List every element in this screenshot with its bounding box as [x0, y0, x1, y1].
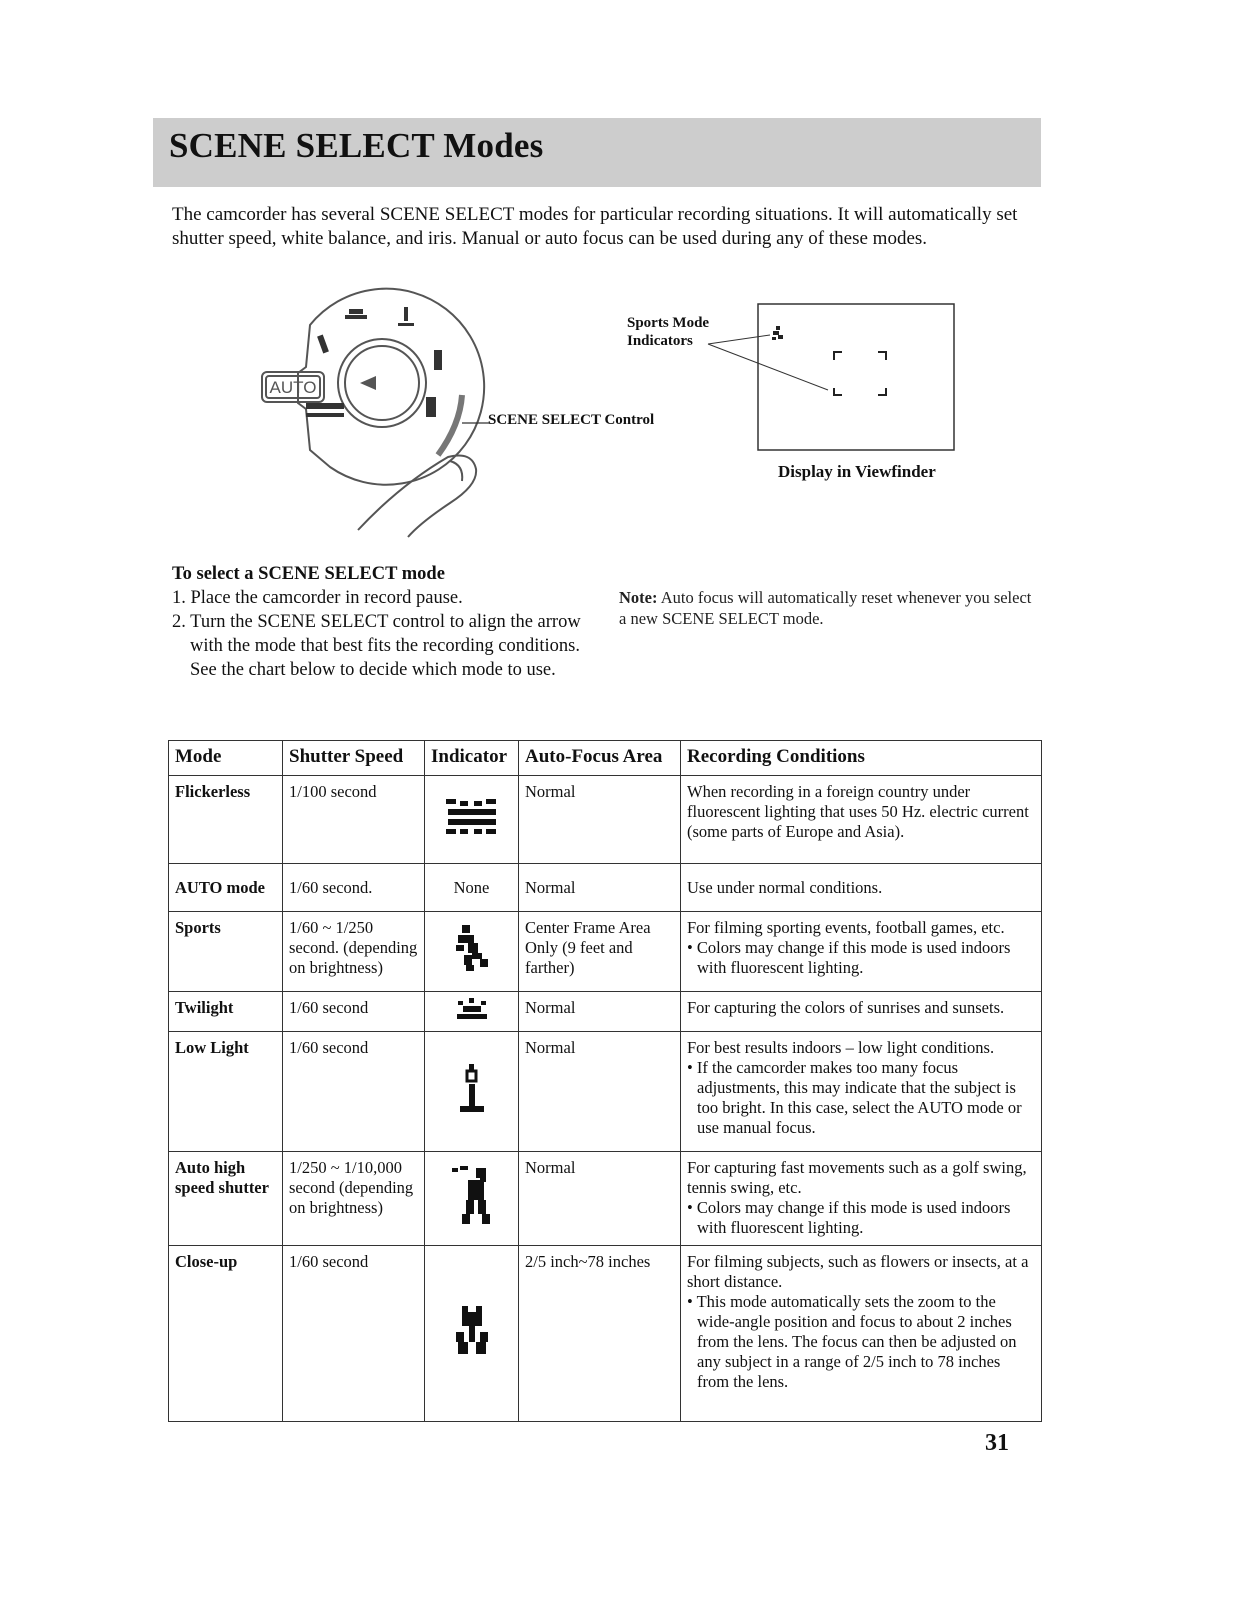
scene-modes-table	[168, 740, 1042, 1422]
condition-text: Use under normal conditions.	[687, 877, 883, 897]
header-recording-conditions: Recording Conditions	[681, 741, 1042, 776]
tulip-flower-icon	[454, 1304, 490, 1358]
condition-text: For capturing fast movements such as a golf swing, tennis swing, etc.	[687, 1158, 1027, 1197]
dial-auto-label: AUTO	[269, 378, 317, 397]
cell-af-area: Normal	[519, 864, 681, 912]
cell-mode: Low Light	[169, 1032, 283, 1152]
cell-shutter: 1/250 ~ 1/10,000 second (depending on brightness)	[283, 1152, 425, 1246]
indicator-label-line2: Indicators	[627, 333, 693, 349]
sports-mode-indicators-label	[627, 314, 709, 350]
cell-conditions	[681, 992, 1042, 1032]
condition-text: For filming sporting events, football games, etc.	[687, 918, 1005, 937]
dial-arrow-icon	[360, 376, 376, 390]
condition-text: For capturing the colors of sunrises and sunsets.	[687, 998, 1005, 1017]
cell-mode: Sports	[169, 912, 283, 992]
note	[619, 587, 1039, 629]
header-indicator: Indicator	[425, 741, 519, 776]
condition-bullet: • Colors may change if this mode is used indoors with fluorescent lighting.	[687, 1198, 1011, 1237]
candle-dial-icon	[404, 307, 408, 321]
sports-runner-icon	[452, 923, 492, 975]
cell-indicator	[425, 912, 519, 992]
note-text: Auto focus will automatically reset whenever you select a new SCENE SELECT mode.	[619, 588, 1032, 628]
instruction-step: 2. Turn the SCENE SELECT control to align the arrow with the mode that best fits the recording conditions. See the chart below to decide which mode to use.	[172, 612, 581, 680]
table-row	[169, 864, 1042, 912]
cell-mode: Flickerless	[169, 776, 283, 864]
instructions-heading: To select a SCENE SELECT mode	[172, 564, 445, 584]
cell-shutter: 1/60 second	[283, 1032, 425, 1152]
table-row	[169, 1246, 1042, 1422]
table-row	[169, 776, 1042, 864]
intro-paragraph: The camcorder has several SCENE SELECT modes for particular recording situations. It will automatically set shutter speed, white balance, and iris. Manual or auto focus can be used during any of these modes.	[172, 204, 1018, 249]
viewfinder-sports-icon	[772, 326, 783, 340]
golfer-dial-icon	[434, 350, 442, 370]
condition-bullet: • If the camcorder makes too many focus adjustments, this may indicate that the subject is too bright. In this case, select the AUTO mode or use manual focus.	[687, 1058, 1022, 1137]
viewfinder-display	[700, 302, 960, 452]
cell-af-area: Normal	[519, 1032, 681, 1152]
cell-indicator	[425, 776, 519, 864]
cell-conditions	[681, 912, 1042, 992]
condition-text: For filming subjects, such as flowers or insects, at a short distance.	[687, 1252, 1029, 1291]
condition-text: For best results indoors – low light conditions.	[687, 1038, 995, 1057]
header-auto-focus-area: Auto-Focus Area	[519, 741, 681, 776]
table-row	[169, 992, 1042, 1032]
instructions-steps	[172, 586, 592, 682]
header-shutter-speed: Shutter Speed	[283, 741, 425, 776]
cell-indicator	[425, 1246, 519, 1422]
cell-indicator	[425, 1152, 519, 1246]
cell-conditions	[681, 1032, 1042, 1152]
cell-conditions	[681, 776, 1042, 864]
page-title: SCENE SELECT Modes	[169, 126, 544, 165]
cell-conditions	[681, 864, 1042, 912]
cell-mode: Auto high speed shutter	[169, 1152, 283, 1246]
table-row	[169, 1152, 1042, 1246]
flickerless-dial-icon	[306, 403, 344, 409]
instruction-step: 1. Place the camcorder in record pause.	[172, 588, 463, 608]
cell-shutter: 1/100 second	[283, 776, 425, 864]
focus-frame-brackets	[834, 352, 886, 395]
cell-mode: Twilight	[169, 992, 283, 1032]
note-label: Note:	[619, 588, 658, 607]
header-mode: Mode	[169, 741, 283, 776]
closeup-dial-icon	[426, 397, 436, 417]
flickerless-icon	[444, 797, 500, 837]
instructions	[172, 562, 592, 682]
cell-af-area: Normal	[519, 776, 681, 864]
twilight-dial-icon	[345, 315, 367, 319]
cell-shutter: 1/60 second	[283, 992, 425, 1032]
cell-af-area: Normal	[519, 1152, 681, 1246]
viewfinder-caption: Display in Viewfinder	[778, 462, 936, 481]
cell-indicator	[425, 1032, 519, 1152]
sports-dial-icon	[317, 335, 329, 354]
cell-mode: AUTO mode	[169, 864, 283, 912]
cell-af-area: 2/5 inch~78 inches	[519, 1246, 681, 1422]
table-row	[169, 1032, 1042, 1152]
cell-af-area: Normal	[519, 992, 681, 1032]
title-bar	[153, 118, 1041, 187]
cell-conditions	[681, 1246, 1042, 1422]
cell-indicator	[425, 864, 519, 912]
indicator-label-line1: Sports Mode	[627, 315, 710, 331]
condition-text: When recording in a foreign country under fluorescent lighting that uses 50 Hz. electric current (some parts of Europe and Asia).	[687, 782, 1029, 841]
indicator-none-text: None	[453, 877, 490, 897]
twilight-sunset-icon	[454, 997, 490, 1021]
cell-shutter: 1/60 second	[283, 1246, 425, 1422]
condition-bullet: • Colors may change if this mode is used indoors with fluorescent lighting.	[687, 938, 1011, 977]
cell-mode: Close-up	[169, 1246, 283, 1422]
scene-select-control-label: SCENE SELECT Control	[488, 412, 655, 428]
scene-select-dial-illustration	[250, 285, 500, 540]
cell-shutter: 1/60 second.	[283, 864, 425, 912]
candle-icon	[457, 1062, 487, 1116]
condition-bullet: • This mode automatically sets the zoom to the wide-angle position and focus to about 2 inches from the lens. The focus can then be adjusted on any subject in a range of 2/5 inch to 78 inches from the lens.	[687, 1292, 1017, 1391]
cell-conditions	[681, 1152, 1042, 1246]
table-row	[169, 912, 1042, 992]
cell-shutter: 1/60 ~ 1/250 second. (depending on brightness)	[283, 912, 425, 992]
table-header-row	[169, 741, 1042, 776]
cell-af-area: Center Frame Area Only (9 feet and farther)	[519, 912, 681, 992]
golfer-icon	[450, 1164, 494, 1228]
page-number: 31	[985, 1430, 1009, 1456]
cell-indicator	[425, 992, 519, 1032]
